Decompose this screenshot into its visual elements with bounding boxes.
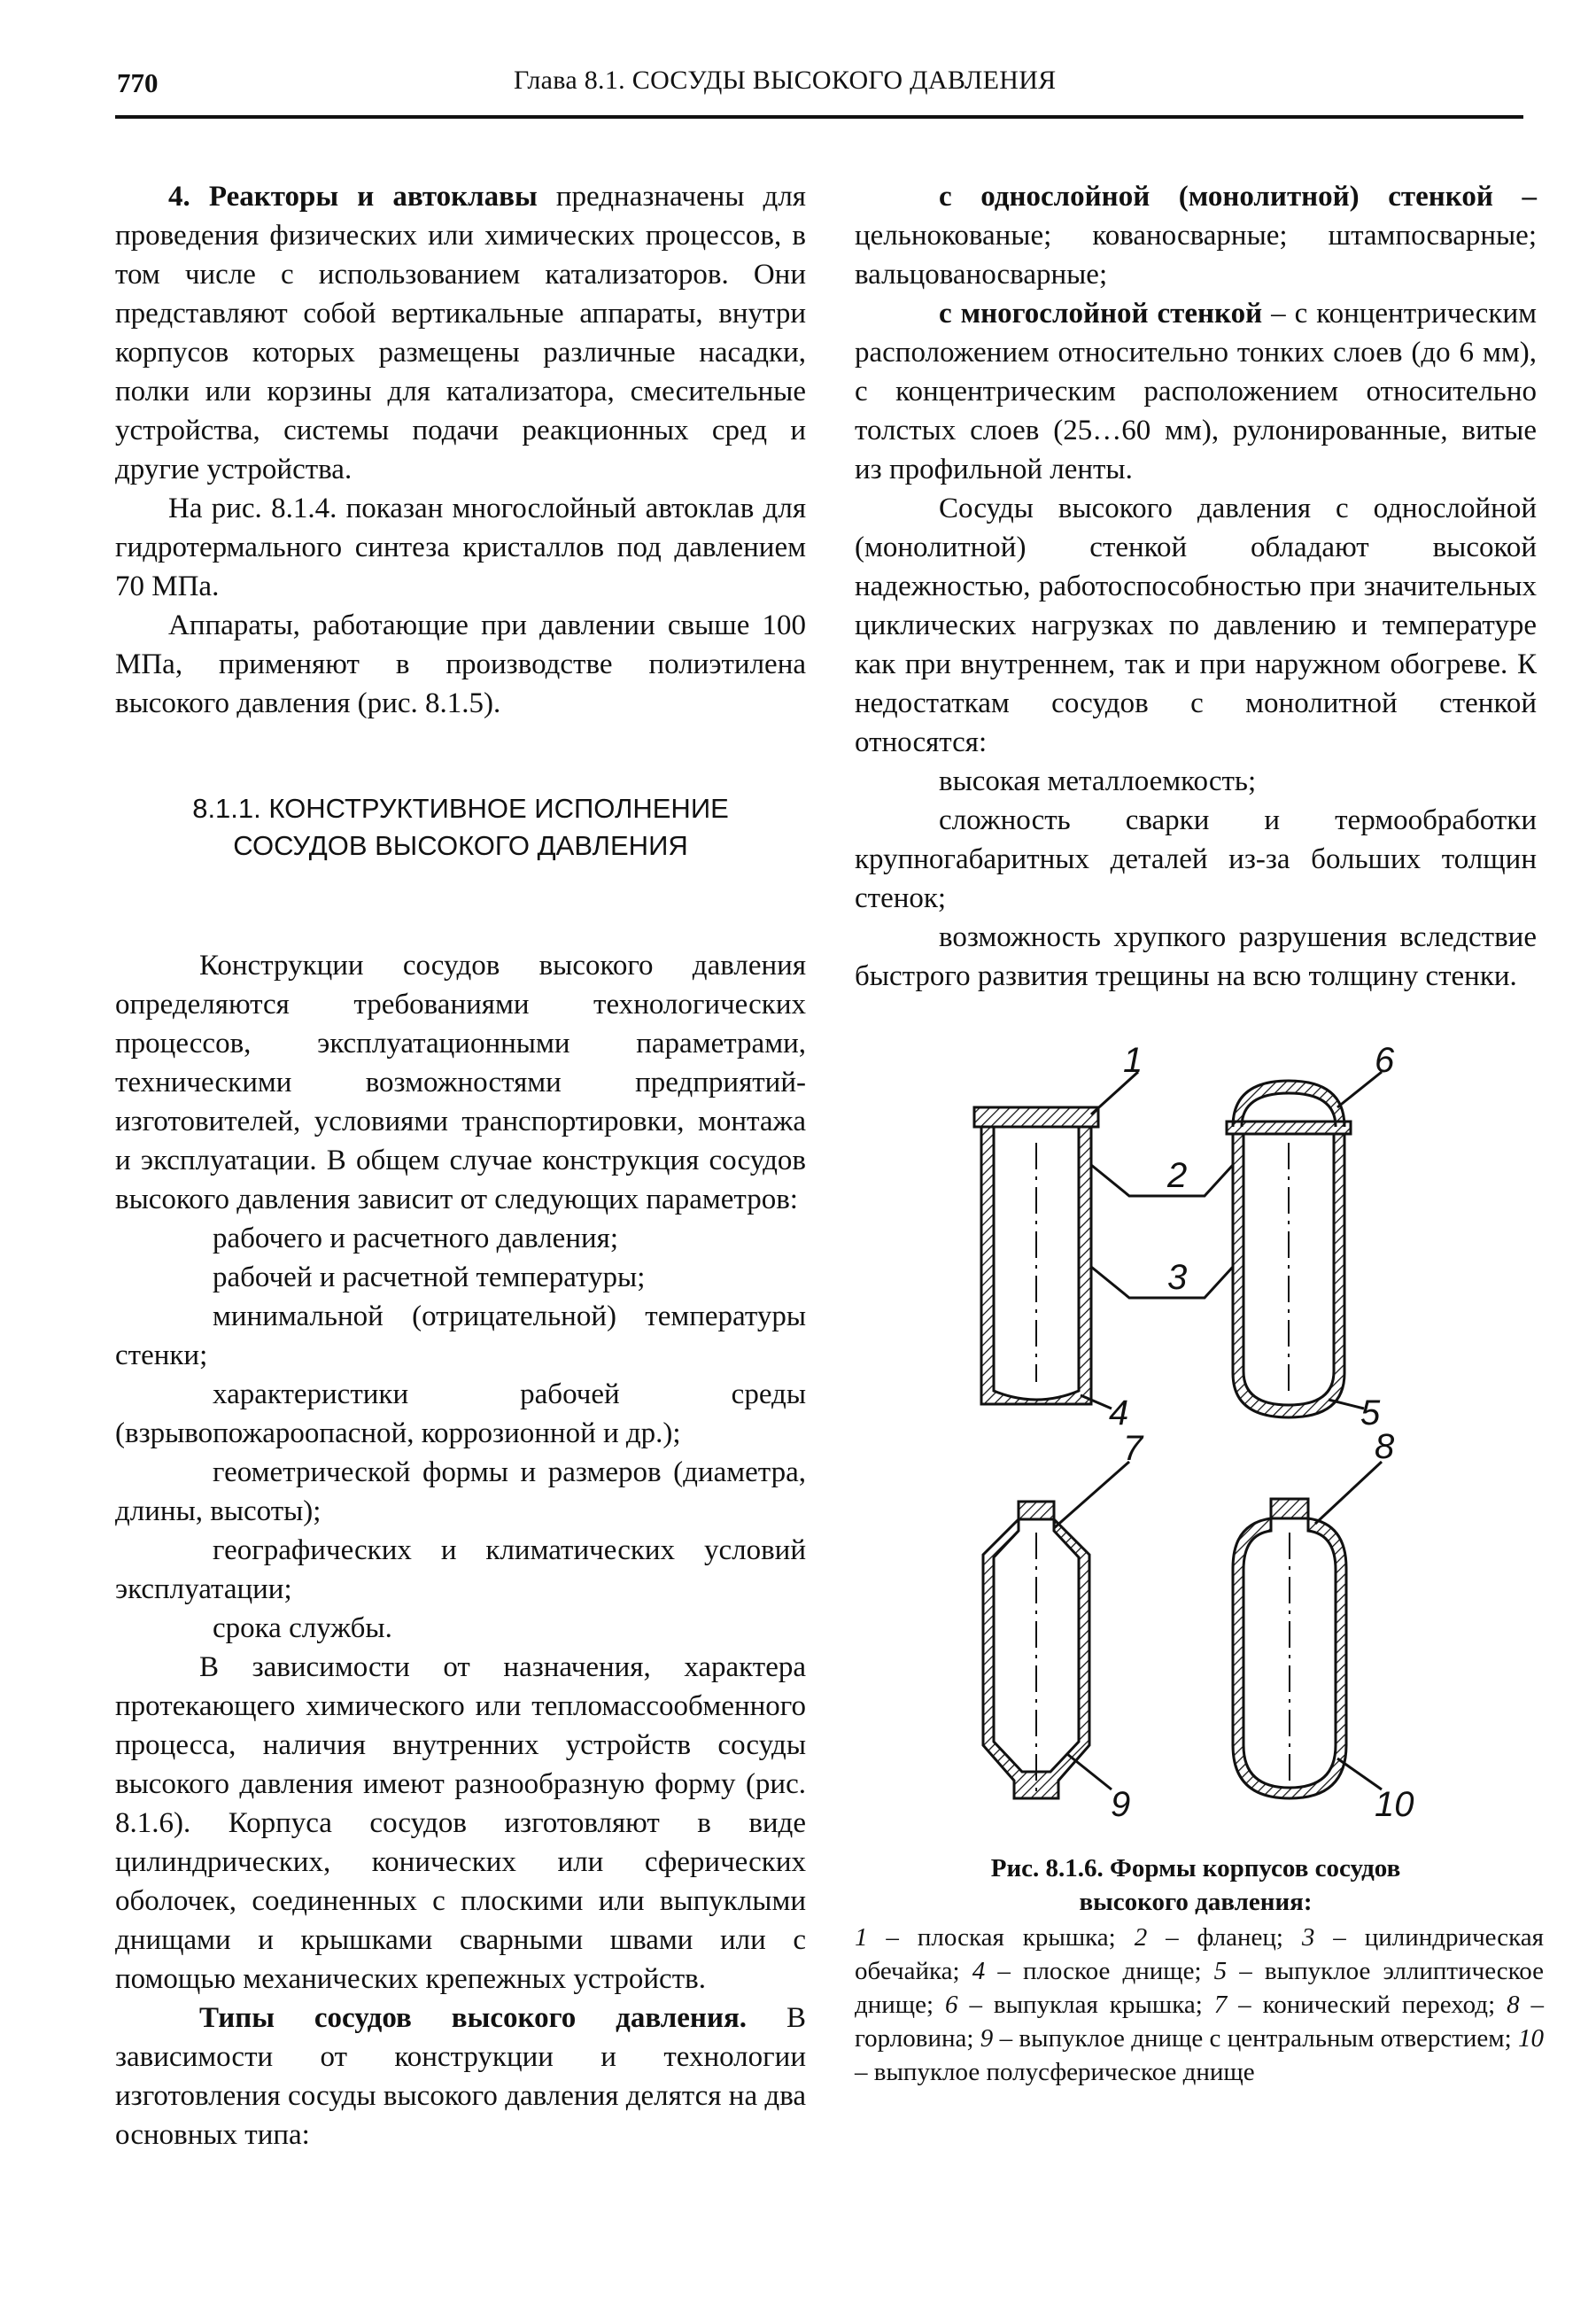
- list-item: характеристики рабочей среды (взрывопожароопасной, коррозионной и др.);: [115, 1378, 806, 1449]
- list-item: минимальной (отрицательной) температуры стенки;: [115, 1300, 806, 1371]
- vessel-figure: [921, 1045, 1488, 2321]
- paragraph-multilayer: с многослойной стенкой – с концентрическим расположением относительно тонких слоев (до 6 мм), с концентрическим расположением относительно толстых слоев (25…60 мм), рулонированные, витые из профильной ленты.: [855, 298, 1537, 485]
- vessel-neck: [1233, 1499, 1346, 1798]
- list-item: сложность сварки и термообработки крупногабаритных деталей из-за больших толщин стенок;: [855, 804, 1537, 914]
- types-heading: Типы сосудов высокого давления.: [199, 2002, 748, 2034]
- vessel-conical: [983, 1502, 1089, 1798]
- paragraph-reactors: 4. Реакторы и автоклавы предназначены для проведения физических или химических процессов, в том числе с использованием катализаторов. Они представляют собой вертикальные аппараты, внутри корпусов которых размещены различные насадки, полки или корзины для катализатора, смесительные устройства, системы подачи реакционных сред и другие устройства.: [115, 181, 806, 485]
- right-column: [855, 177, 1537, 996]
- section-heading: 8.1.1. КОНСТРУКТИВНОЕ ИСПОЛНЕНИЕ СОСУДОВ ВЫСОКОГО ДАВЛЕНИЯ: [192, 793, 729, 861]
- list-item: геометрической формы и размеров (диаметра, длины, высоты);: [115, 1456, 806, 1527]
- label-7: 7: [1123, 1429, 1143, 1468]
- monolithic-heading: с однослойной (монолитной) стенкой –: [939, 181, 1537, 213]
- left-column: [115, 177, 806, 2154]
- label-1: 1: [1123, 1045, 1143, 1080]
- paragraph-types: Типы сосудов высокого давления. В зависимости от конструкции и технологии изготовления сосуды высокого давления делятся на два основных типа:: [115, 2002, 806, 2151]
- list-item: возможность хрупкого разрушения вследствие быстрого развития трещины на всю толщину стенки.: [855, 921, 1537, 992]
- vessel-convex-cover: [1227, 1081, 1351, 1417]
- chapter-title: Глава 8.1. СОСУДЫ ВЫСОКОГО ДАВЛЕНИЯ: [514, 66, 1057, 95]
- paragraph-fig-815: Аппараты, работающие при давлении свыше 100 МПа, применяют в производстве полиэтилена высокого давления (рис. 8.1.5).: [115, 609, 806, 719]
- paragraph-constructions: Конструкции сосудов высокого давления определяются требованиями технологических процессов, эксплуатационными параметрами, техническими возможностями предприятий-изготовителей, условиями транспортировки, монтажа и эксплуатации. В общем случае конструкция сосудов высокого давления зависит от следующих параметров:: [115, 950, 806, 1215]
- list-item: рабочего и расчетного давления;: [213, 1223, 618, 1254]
- label-9: 9: [1111, 1785, 1131, 1824]
- multilayer-heading: с многослойной стенкой: [939, 298, 1263, 330]
- reactors-heading: 4. Реакторы и автоклавы: [168, 181, 538, 213]
- figure-caption-title: Рис. 8.1.6. Формы корпусов сосудов высокого давления:: [990, 1854, 1401, 1916]
- label-6: 6: [1375, 1045, 1395, 1080]
- page-number: 770: [117, 67, 159, 98]
- label-8: 8: [1375, 1427, 1395, 1466]
- label-3: 3: [1167, 1258, 1188, 1297]
- list-item: рабочей и расчетной температуры;: [213, 1261, 646, 1293]
- list-item: срока службы.: [213, 1612, 392, 1644]
- label-5: 5: [1360, 1393, 1381, 1432]
- paragraph-forms: В зависимости от назначения, характера протекающего химического или тепломассообменного процесса, наличия внутренних устройств сосуды высокого давления имеют разнообразную форму (рис. 8.1.6). Корпуса сосудов изготовляют в виде цилиндрических, конических или сферических оболочек, соединенных с плоскими или выпуклыми днищами и крышками сварными швами или с помощью механических крепежных устройств.: [115, 1651, 806, 1995]
- paragraph-reliability: Сосуды высокого давления с однослойной (монолитной) стенкой обладают высокой надежностью, работоспособностью при значительных циклических нагрузках по давлению и температуре как при внутреннем, так и при наружном обогреве. К недостаткам сосудов с монолитной стенкой относятся:: [855, 493, 1537, 758]
- list-item: географических и климатических условий эксплуатации;: [115, 1534, 806, 1605]
- vessel-drawing: [921, 1045, 1488, 1843]
- list-item: высокая металлоемкость;: [939, 765, 1257, 797]
- label-4: 4: [1109, 1393, 1129, 1432]
- label-2: 2: [1167, 1156, 1188, 1195]
- paragraph-monolithic: с однослойной (монолитной) стенкой – цельнокованые; кованосварные; штампосварные; вальцованосварные;: [855, 181, 1537, 291]
- vessel-flat-cover: [974, 1107, 1098, 1404]
- paragraph-fig-814: На рис. 8.1.4. показан многослойный автоклав для гидротермального синтеза кристаллов под давлением 70 МПа.: [115, 493, 806, 602]
- figure-legend: 1 – плоская крышка; 2 – фланец; 3 – цилиндрическая обечайка; 4 – плоское днище; 5 – выпуклое эллиптическое днище; 6 – выпуклая крышка; 7 – конический переход; 8 – горловина; 9 – выпуклое днище с центральным отверстием; 10 – выпуклое полусферическое днище: [855, 1923, 1545, 2086]
- page-header: [115, 64, 1523, 119]
- label-10: 10: [1375, 1785, 1414, 1824]
